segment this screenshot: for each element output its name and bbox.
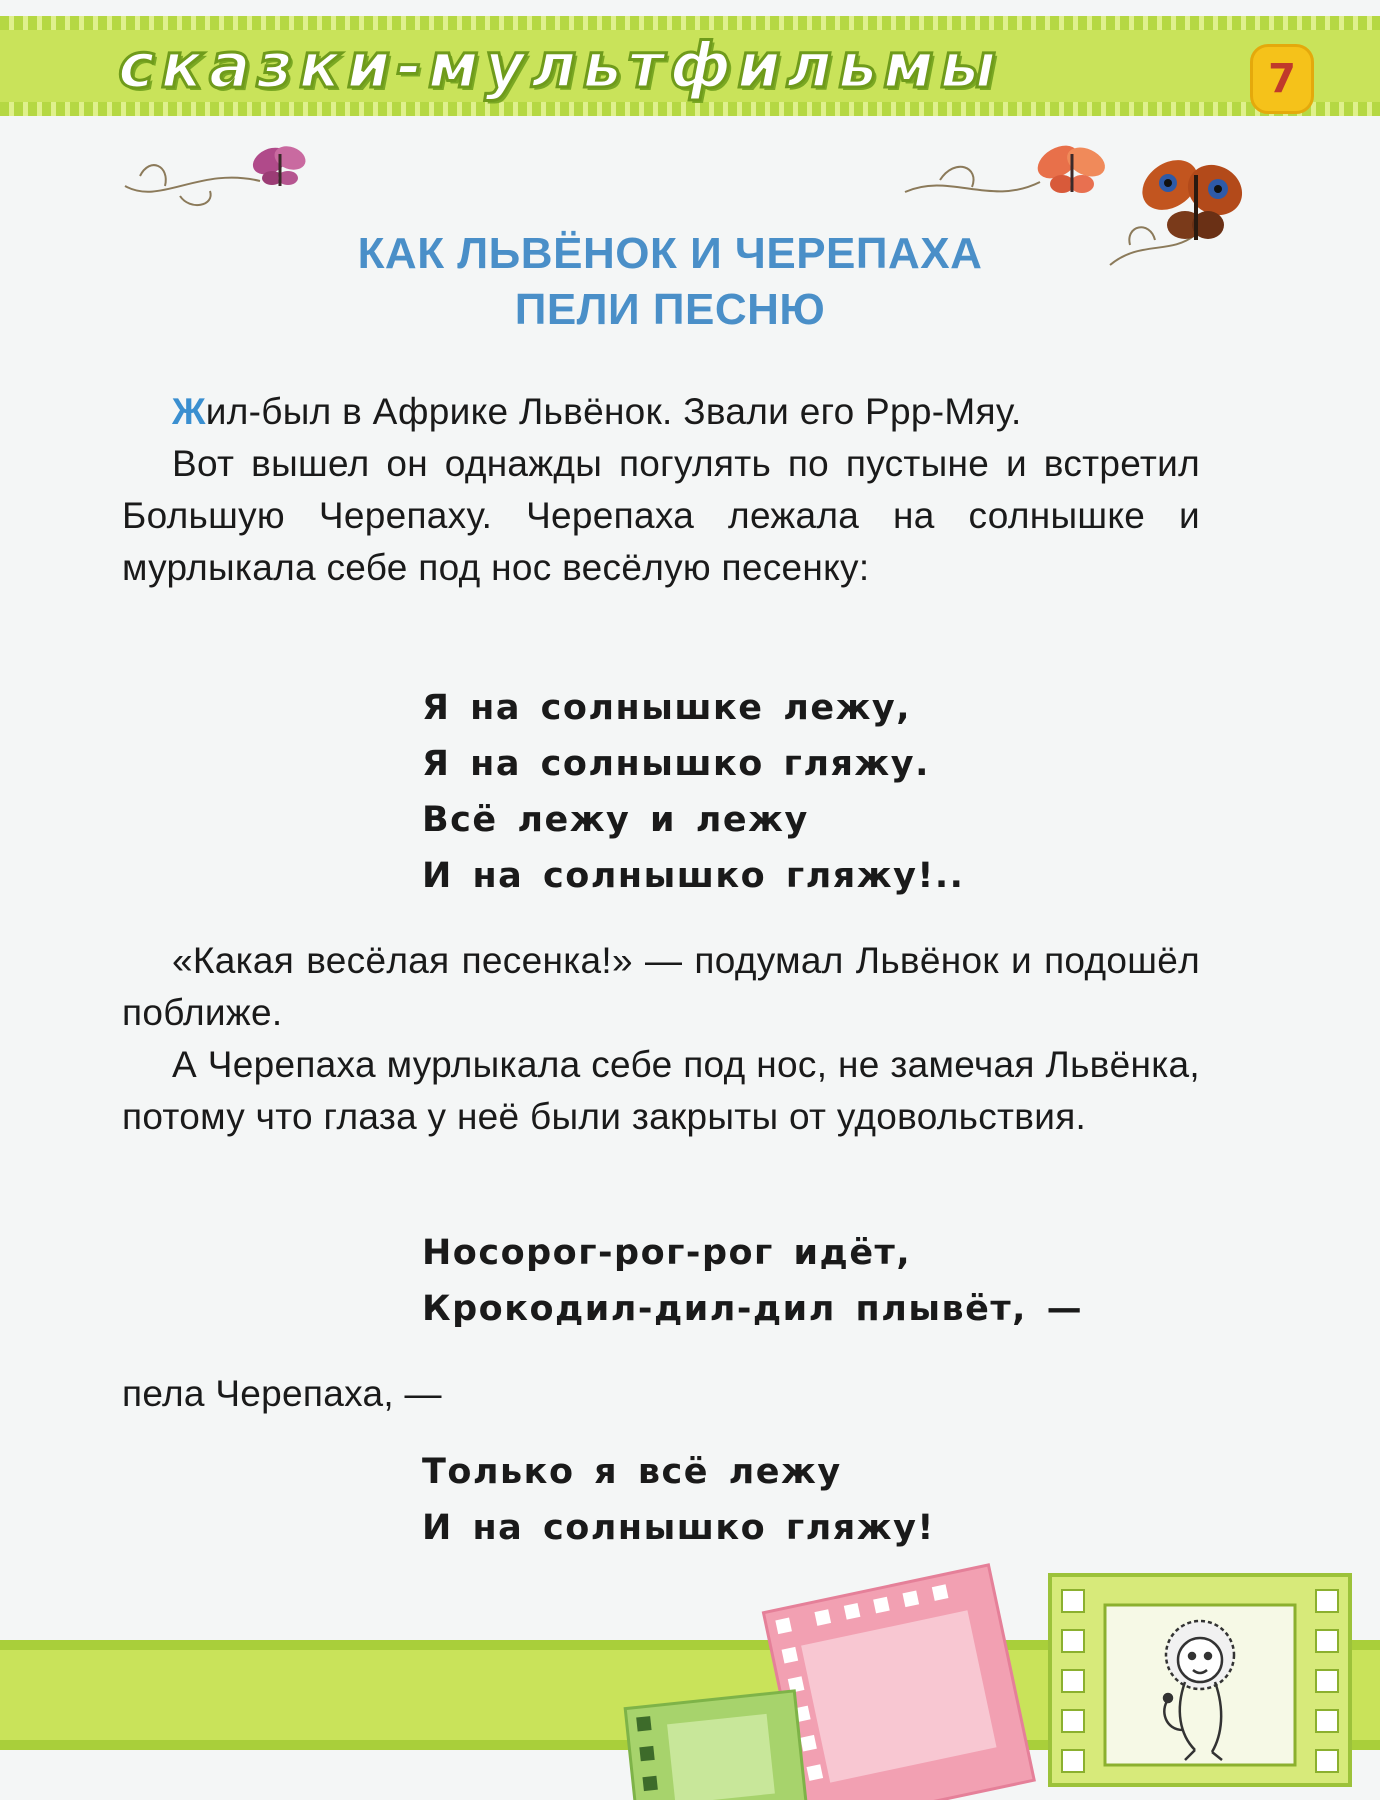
verse-line: Носорог-рог-рог идёт, <box>422 1233 912 1273</box>
verse-line: Я на солнышке лежу, <box>422 688 912 728</box>
paragraph-1 <box>122 386 1200 438</box>
verse-line: Я на солнышко гляжу. <box>422 744 930 784</box>
bottom-decoration <box>0 1560 1380 1800</box>
prose-block-1 <box>122 386 1200 594</box>
paragraph-4: А Черепаха мурлыкала себе под нос, не замечая Львёнка, потому что глаза у неё были закрыты от удовольствия. <box>122 1044 1200 1137</box>
paragraph-5: пела Черепаха, — <box>122 1373 442 1414</box>
prose-block-2 <box>122 935 1200 1143</box>
story-title-line-2: ПЕЛИ ПЕСНЮ <box>514 285 826 334</box>
verse-line: Крокодил-дил-дил плывёт, — <box>422 1289 1084 1329</box>
drop-cap: Ж <box>172 391 206 432</box>
verse-line: И на солнышко гляжу!.. <box>422 856 965 896</box>
story-title-line-1: КАК ЛЬВЁНОК И ЧЕРЕПАХА <box>357 229 983 278</box>
verse-line: Только я всё лежу <box>422 1452 842 1492</box>
verse-1 <box>422 680 1122 904</box>
banner-edge-bottom <box>0 102 1380 116</box>
butterfly-right-icon <box>900 132 1110 222</box>
story-title <box>200 226 1140 338</box>
series-title: сказки-мультфильмы <box>118 29 1002 102</box>
prose-block-3 <box>122 1368 1200 1420</box>
verse-2 <box>422 1225 1122 1337</box>
verse-3 <box>422 1444 1122 1556</box>
paragraph-2: Вот вышел он однажды погулять по пустыне и встретил Большую Черепаху. Черепаха лежала на солнышке и мурлыкала себе под нос весёлую песенку: <box>122 443 1200 588</box>
page-number: 7 <box>1250 44 1314 114</box>
verse-line: Всё лежу и лежу <box>422 800 809 840</box>
butterfly-left-icon <box>120 136 320 216</box>
paragraph-3: «Какая весёлая песенка!» — подумал Львёнок и подошёл поближе. <box>122 940 1200 1033</box>
verse-line: И на солнышко гляжу! <box>422 1508 935 1548</box>
paragraph-1-text: ил-был в Африке Львёнок. Звали его Ррр-Мяу. <box>205 391 1022 432</box>
